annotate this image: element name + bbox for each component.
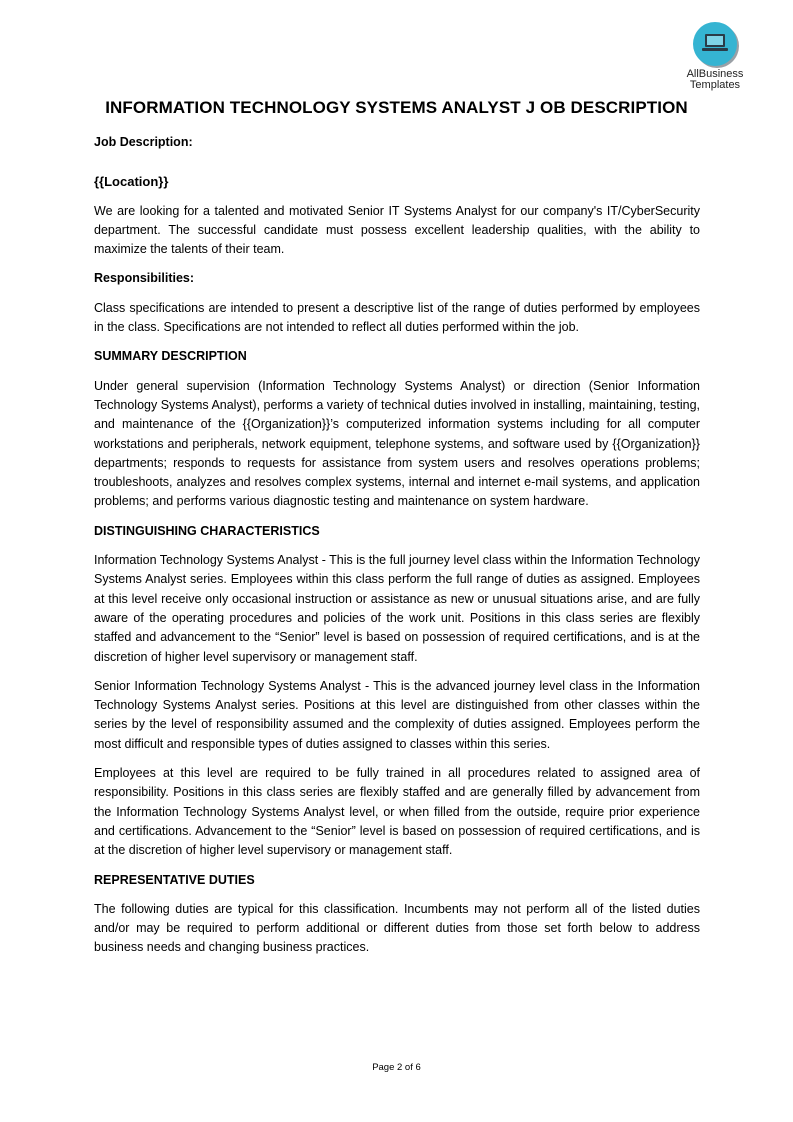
intro-paragraph: We are looking for a talented and motivated Senior IT Systems Analyst for our company's IT/CyberSecurity department. The successful candidate must possess excellent leadership qualities, with the ability to maximize the talents of their team. bbox=[94, 203, 700, 257]
summary-paragraph: Under general supervision (Information Technology Systems Analyst) or direction (Senior Information Technology Systems Analyst), performs a variety of technical duties involved in installing, maintaining, testing, and maintenance of the {{Organization}}’s computerized information systems including for all computer workstations and peripherals, network equipment, telephone systems, and software used by {{Organization}} departments; responds to requests for assistance from system users and resolves operations problems; troubleshoots, analyzes and resolves complex systems, internal and internet e-mail systems, and application problems; and performs various diagnostic testing and maintenance on system hardware. bbox=[94, 378, 700, 509]
distinguishing-paragraph-3: Employees at this level are required to be fully trained in all procedures related to assigned area of responsibility. Positions in this class series are flexibly staffed and are generally filled by advancement from the Information Technology Systems Analyst level, or when filled from the outside, require prior experience and certifications. Advancement to the “Senior” level is based on possession of required certifications, and is at the discretion of higher level supervisory or management staff. bbox=[94, 766, 700, 858]
summary-heading: SUMMARY DESCRIPTION bbox=[94, 349, 247, 364]
responsibilities-heading: Responsibilities: bbox=[94, 271, 195, 286]
responsibilities-paragraph: Class specifications are intended to present a descriptive list of the range of duties performed by employees in the class. Specifications are not intended to reflect all duties performed within the job. bbox=[94, 300, 700, 335]
job-description-heading: Job Description: bbox=[94, 135, 193, 149]
laptop-icon bbox=[693, 22, 737, 66]
location-placeholder: {{Location}} bbox=[94, 174, 169, 190]
distinguishing-paragraph-1: Information Technology Systems Analyst - This is the full journey level class within the Information Technology Systems Analyst series. Employees within this class perform the full range of duties as assigned. Employees at this level receive only occasional instruction or assistance as new or unusual situations arise, and are fully aware of the operating procedures and policies of the work unit. Positions in this class series are flexibly staffed and advancement to the “Senior” level is based on possession of required certifications, and is at the discretion of higher level supervisory or management staff. bbox=[94, 553, 700, 664]
duties-paragraph: The following duties are typical for this classification. Incumbents may not perform all of the listed duties and/or may be required to perform additional or different duties from those set forth below to address business needs and changing business practices. bbox=[94, 901, 700, 955]
logo-text-line1: AllBusiness bbox=[686, 68, 744, 80]
distinguishing-paragraph-2: Senior Information Technology Systems Analyst - This is the advanced journey level class in the Information Technology Systems Analyst series. Positions at this level are distinguished from other classes within the series by the level of responsibility assumed and the complexity of duties assigned. Employees perform the most difficult and responsible types of duties assigned to classes within this series. bbox=[94, 678, 700, 751]
document-body bbox=[94, 133, 700, 968]
page-number: Page 2 of 6 bbox=[372, 1062, 421, 1073]
distinguishing-heading: DISTINGUISHING CHARACTERISTICS bbox=[94, 523, 320, 538]
duties-heading: REPRESENTATIVE DUTIES bbox=[94, 872, 255, 887]
document-title: INFORMATION TECHNOLOGY SYSTEMS ANALYST J OB DESCRIPTION bbox=[105, 98, 688, 117]
allbusiness-templates-logo bbox=[683, 22, 747, 91]
logo-text-line2: Templates bbox=[689, 79, 741, 91]
